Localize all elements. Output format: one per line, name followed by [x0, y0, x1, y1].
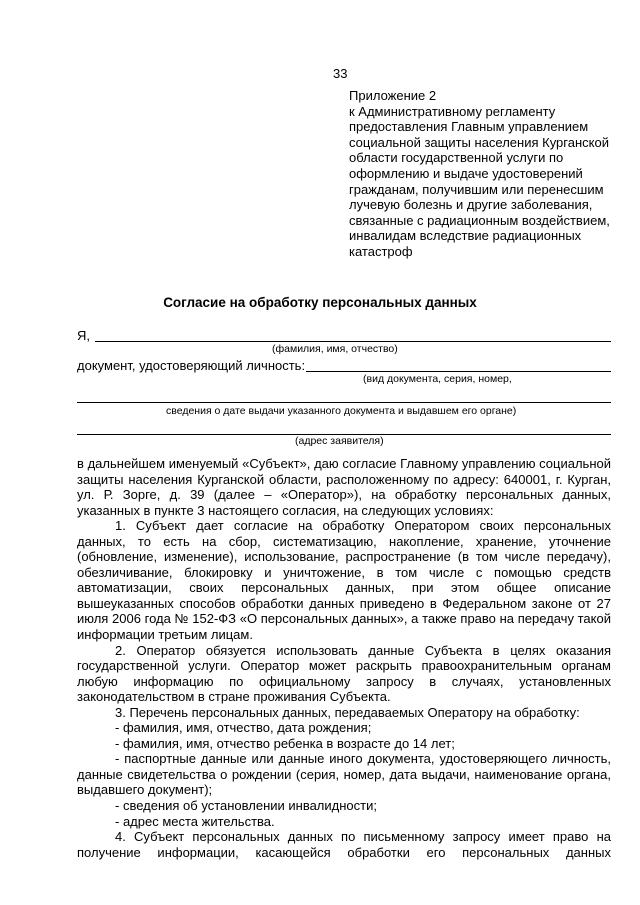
appendix-line: инвалидам вследствие радиационных: [349, 228, 582, 244]
document-caption: (вид документа, серия, номер,: [363, 373, 512, 385]
list-item: - паспортные данные или данные иного документа, удостоверяющего личность, данные свидетельства о рождении (серия, номер, дата выдачи, наименование органа, выдавшего документ);: [77, 751, 611, 798]
address-caption: (адрес заявителя): [295, 435, 384, 447]
issue-caption: сведения о дате выдачи указанного документа и выдавшем его органе): [166, 405, 517, 417]
appendix-line: социальной защиты населения Курганской: [349, 134, 609, 150]
consent-body: [77, 456, 611, 860]
appendix-line: области государственной услуги по: [349, 150, 564, 166]
issue-field-line[interactable]: [77, 402, 611, 403]
name-caption: (фамилия, имя, отчество): [272, 343, 398, 355]
paragraph-4: 4. Субъект персональных данных по письменному запросу имеет право на получение информации, касающейся обработки его персональных данных: [77, 829, 611, 860]
paragraph-3: 3. Перечень персональных данных, передаваемых Оператору на обработку:: [115, 704, 580, 720]
list-item: - фамилия, имя, отчество ребенка в возрасте до 14 лет;: [115, 735, 455, 751]
list-item: - сведения об установлении инвалидности;: [115, 798, 377, 814]
document-label: документ, удостоверяющий личность:: [77, 358, 306, 373]
appendix-line: оформлению и выдаче удостоверений: [349, 165, 583, 181]
paragraph-2: 2. Оператор обязуется использовать данные Субъекта в целях оказания государственной услуги. Оператор может раскрыть правоохранительным органам любую информацию по официальному запросу в случаях, установленных законодательством в стране проживания Субъекта.: [77, 642, 611, 705]
appendix-line: гражданам, получившим или перенесшим: [349, 181, 604, 197]
appendix-line: предоставления Главным управлением: [349, 119, 589, 135]
appendix-line: к Административному регламенту: [349, 103, 556, 119]
document-field-line[interactable]: [306, 371, 611, 372]
paragraph-intro: в дальнейшем именуемый «Субъект», даю согласие Главному управлению социальной защиты населения Курганской области, расположенному по адресу: 640001, г. Курган, ул. Р. Зорге, д. 39 (далее – «Оператор»), на обработку персональных данных, указанных в пункте 3 настоящего согласия, на следующих условиях:: [77, 456, 611, 518]
appendix-line: лучевую болезнь и другие заболевания,: [349, 197, 593, 213]
appendix-header: [349, 88, 621, 260]
document-title: Согласие на обработку персональных данных: [163, 295, 477, 310]
appendix-line: Приложение 2: [349, 88, 437, 103]
page-number: 33: [333, 66, 348, 81]
list-item: - адрес места жительства.: [115, 813, 275, 829]
appendix-line: связанные с радиационным воздействием,: [349, 212, 610, 228]
paragraph-1: 1. Субъект дает согласие на обработку Оператором своих персональных данных, то есть на сбор, систематизацию, накопление, хранение, уточнение (обновление, изменение), использование, распространение (в том числе передачу), обезличивание, блокировку и уничтожение, в том числе с помощью средств автоматизации, своих персональных данных, при этом общее описание вышеуказанных способов обработки данных приведено в Федеральном законе от 27 июля 2006 года № 152-ФЗ «О персональных данных», а также право на передачу такой информации третьим лицам.: [77, 518, 611, 643]
list-item: - фамилия, имя, отчество, дата рождения;: [115, 720, 372, 736]
appendix-line: катастроф: [349, 243, 413, 259]
i-label: Я,: [77, 328, 90, 343]
name-field-line[interactable]: [95, 341, 611, 342]
